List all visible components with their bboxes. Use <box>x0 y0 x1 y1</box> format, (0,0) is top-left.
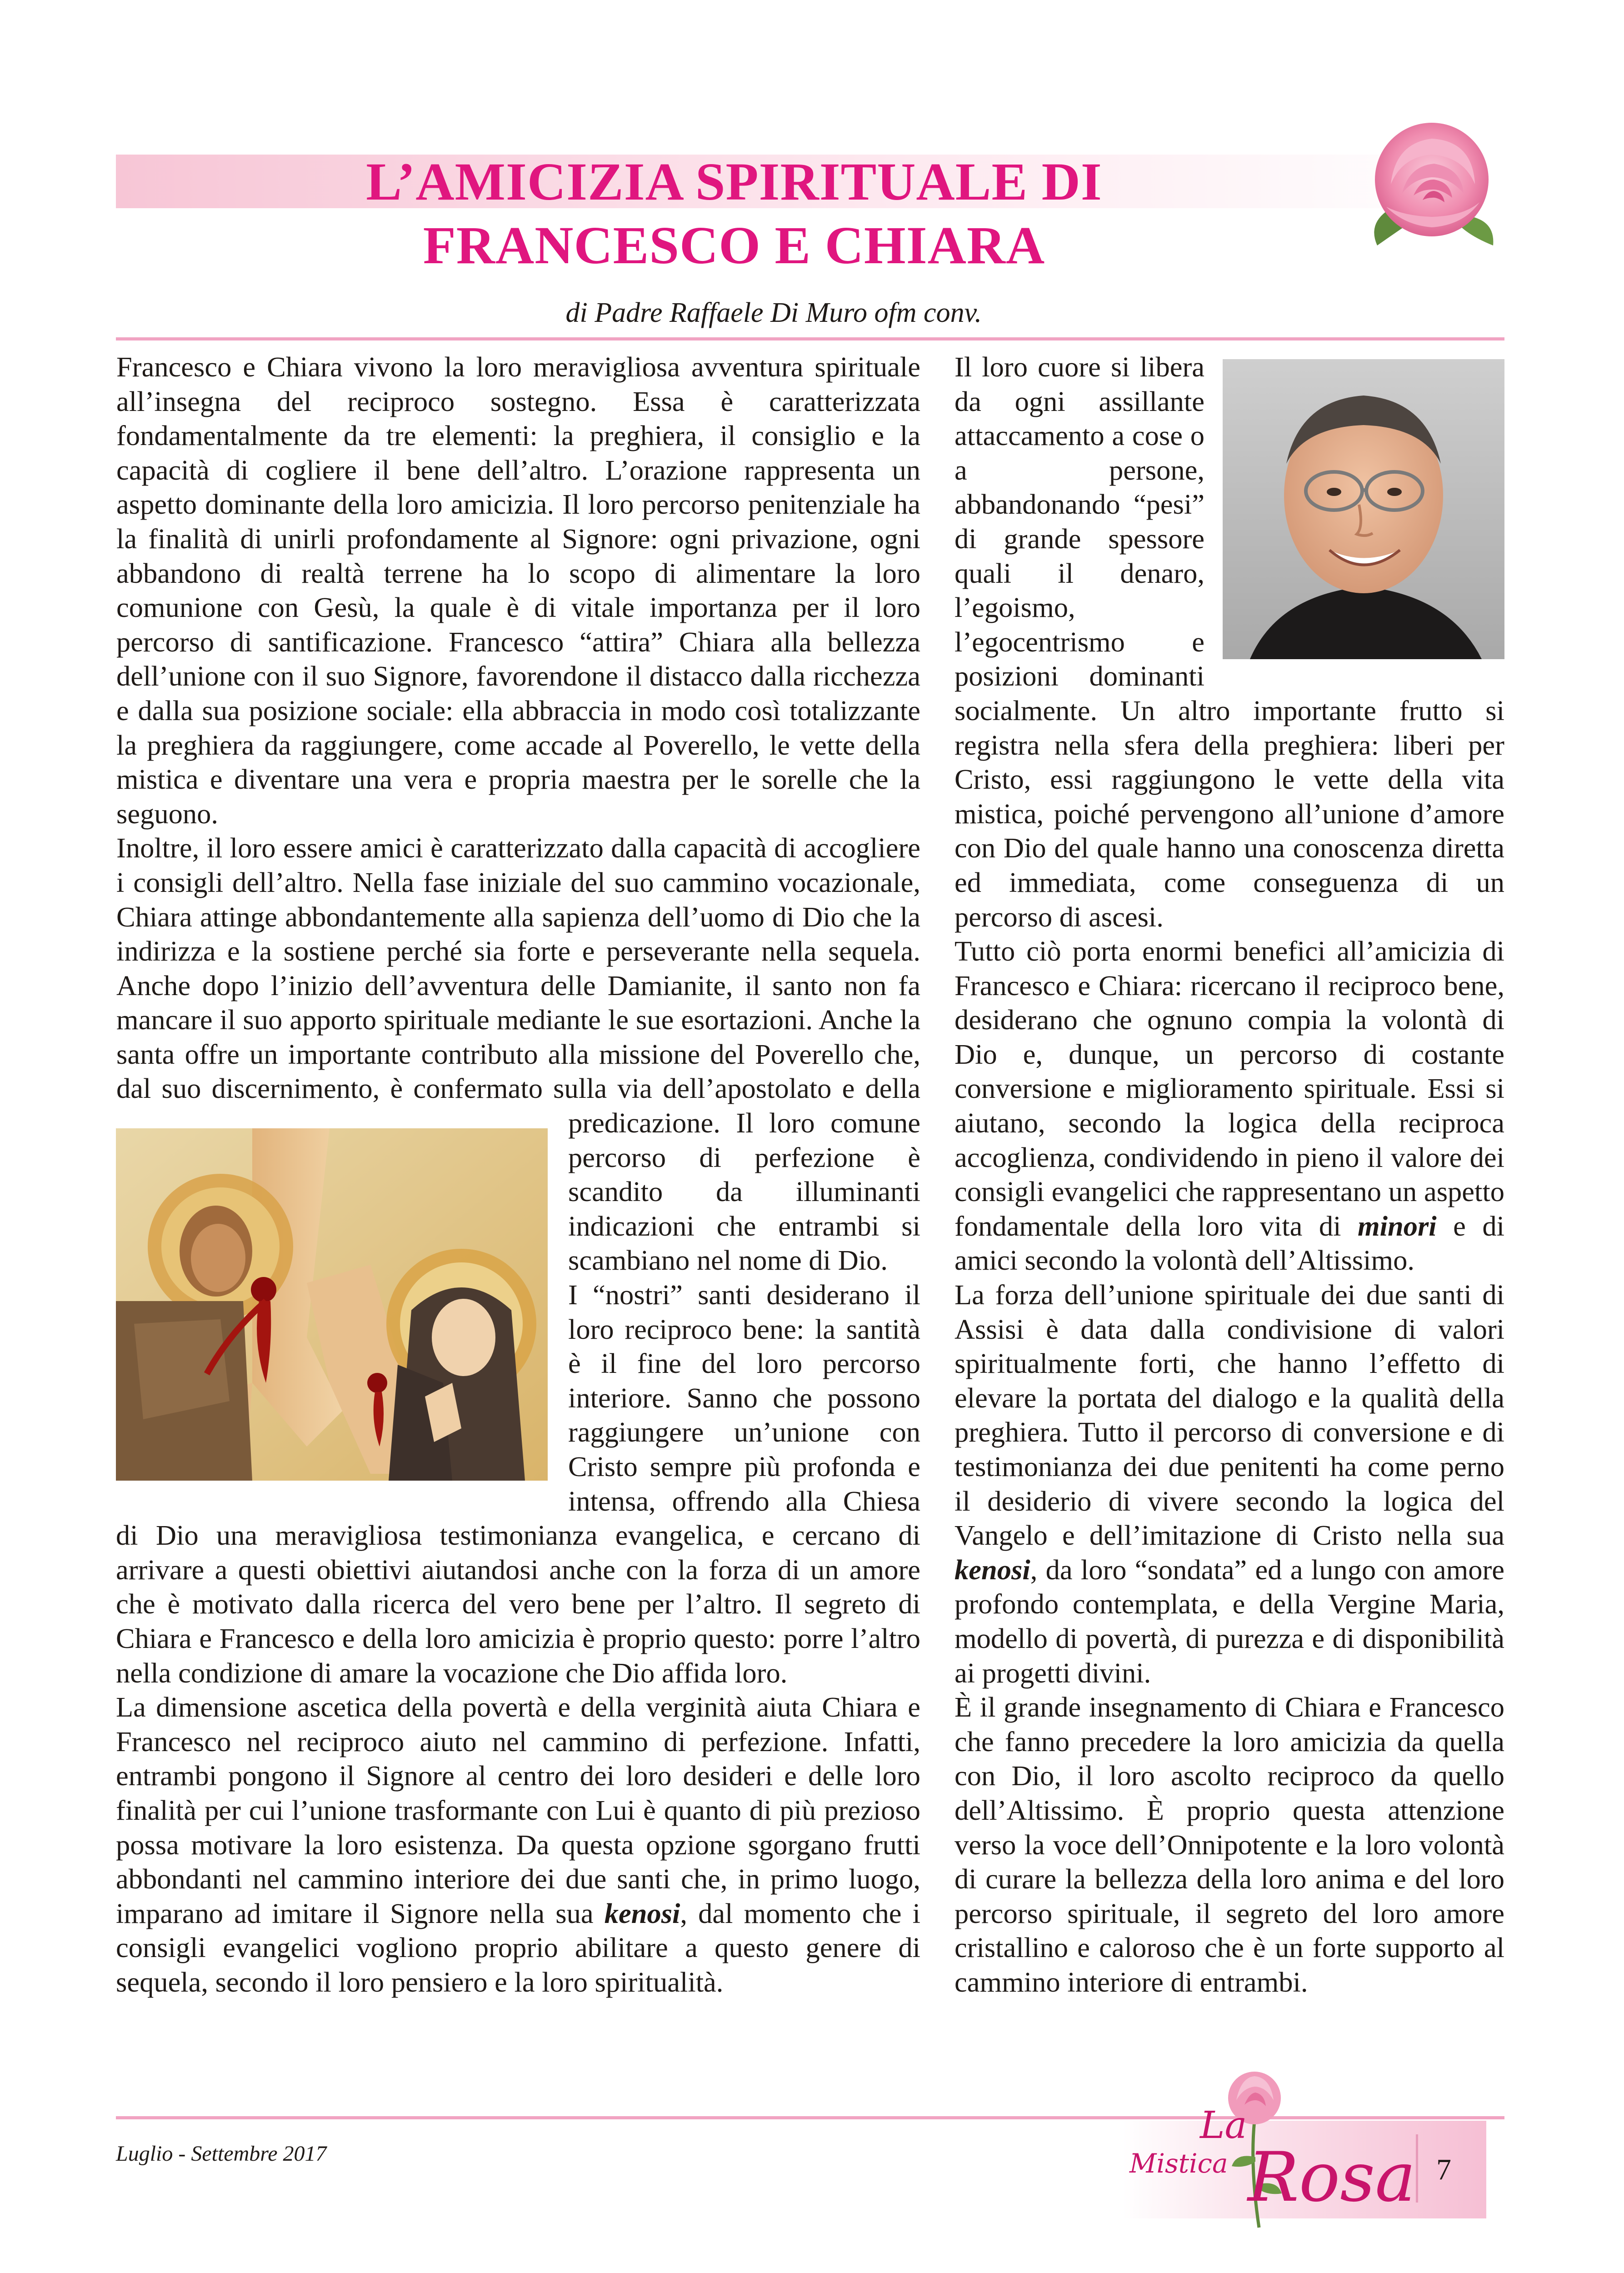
page-number: 7 <box>1436 2153 1451 2186</box>
logo-mistica: Mistica <box>1129 2148 1228 2179</box>
rose-icon <box>1359 116 1500 252</box>
right-paragraph-3-emphasis: kenosi <box>954 1553 1030 1586</box>
left-paragraph-4-start: La dimensione ascetica della povertà e della verginità aiuta Chiara e Francesco nel reciproco aiuto nel cammino di perfezione. Infatti, entrambi pongono il Signore al centro dei loro desideri e delle loro finalità per cui l’unione trasformante con Lui è quanto di più prezioso possa motivare la loro esistenza. Da questa opzione sgorgano frutti abbondanti nel cammino interiore dei due santi che, in primo luogo, imparano ad imitare il Signore nella sua <box>116 1691 920 1929</box>
issue-date: Luglio - Settembre 2017 <box>116 2142 327 2166</box>
right-paragraph-2 <box>954 934 1504 1278</box>
right-paragraph-2-start: Tutto ciò porta enormi benefici all’amicizia di Francesco e Chiara: ricercano il reciproco bene, desiderano che ognuno compia la volontà di Dio e, dunque, un percorso di costante conversione e miglioramento spirituale. Essi si aiutano, secondo la logica della reciproca accoglienza, condividendo in pieno il valore dei consigli evangelici che rappresentano un aspetto fondamentale della loro vita di <box>954 935 1504 1242</box>
painting-image <box>116 1128 548 1481</box>
logo-rosa: Rosa <box>1248 2138 1416 2217</box>
page-title-line2: FRANCESCO E CHIARA <box>423 215 1045 275</box>
right-paragraph-3-start: La forza dell’unione spirituale dei due santi di Assisi è data dalla condivisione di valori spiritualmente forti, che hanno l’effetto di elevare la portata del dialogo e la qualità della preghiera. Tutto il percorso di conversione e di testimonianza dei due penitenti ha come perno il desiderio di vivere secondo la logica del Vangelo e dell’imitazione di Cristo nella sua <box>954 1279 1504 1552</box>
top-divider <box>116 337 1504 340</box>
right-paragraph-3-end: , da loro “sondata” ed a lungo con amore profondo contemplata, e della Vergine Maria, modello di povertà, di purezza e di disponibilità ai progetti divini. <box>954 1553 1504 1689</box>
right-column <box>954 350 1504 2000</box>
painting-illustration <box>116 1128 548 1481</box>
right-paragraph-1: Il loro cuore si libera da ogni assillante attaccamento a cose o a persone, abbandonando “pesi” di grande spessore quali il denaro, l’egoismo, l’egocentrismo e posizioni dominanti socialmente. Un altro importante frutto si registra nella sfera della preghiera: liberi per Cristo, essi raggiungono le vette della vita mistica, poiché pervengono all’unione d’amore con Dio del quale hanno una conoscenza diretta ed immediata, come conseguenza di un percorso di ascesi. <box>954 351 1504 933</box>
left-paragraph-2: Inoltre, il loro essere amici è caratterizzato dalla capacità di accogliere i consigli dell’altro. Nella fase iniziale del suo cammino vocazionale, Chiara attinge abbondantemente alla sapienza dell’uomo di Dio che la indirizza e la sostiene perché sia forte e perseverante nella sequela. Anche dopo l’inizio dell’avventura delle Damianite, il santo non fa mancare il suo apporto spirituale mediante le sue esortazioni. Anche la santa offre un importante contributo alla missione del Poverello che, dal suo discernimento, è confermato sulla via dell’apostolato e della predicazione. Il loro comune percorso di perfezione è scandito da illuminanti indicazioni che entrambi si scambiano nel nome di Dio. <box>116 832 920 1277</box>
bottom-divider <box>116 2116 1504 2119</box>
right-paragraph-3 <box>954 1278 1504 1690</box>
page-number-separator <box>1416 2134 1418 2203</box>
left-paragraph-4-emphasis: kenosi <box>604 1897 680 1929</box>
page-title-line1: L’AMICIZIA SPIRITUALE DI <box>366 152 1102 211</box>
right-paragraph-4: È il grande insegnamento di Chiara e Francesco che fanno precedere la loro amicizia da quella con Dio, il loro ascolto reciproco da quello dell’Altissimo. È proprio questa attenzione verso la voce dell’Onnipotente e la loro volontà di curare la bellezza della loro anima e del loro percorso spirituale, il segreto del loro amore cristallino e caloroso che è un forte supporto al cammino interiore di entrambi. <box>954 1691 1504 1998</box>
byline: di Padre Raffaele Di Muro ofm conv. <box>565 297 982 328</box>
right-paragraph-2-end: e di amici secondo la volontà dell’Altissimo. <box>954 1210 1505 1277</box>
page-title <box>116 150 1352 277</box>
left-column <box>116 350 920 2000</box>
left-paragraph-3: I “nostri” santi desiderano il loro reciproco bene: la santità è il fine del loro percorso interiore. Sanno che possono raggiungere un’unione con Cristo sempre più profonda e intensa, offrendo alla Chiesa di Dio una meravigliosa testimonianza evangelica, e cercano di arrivare a questi obiettivi aiutandosi anche con la forza di un amore che è motivato dalla ricerca del vero bene per l’altro. Il segreto di Chiara e Francesco e della loro amicizia è proprio questo: porre l’altro nella condizione di amare la vocazione che Dio affida loro. <box>116 1279 920 1689</box>
left-paragraph-1: Francesco e Chiara vivono la loro meravigliosa avventura spirituale all’insegna del reciproco sostegno. Essa è caratterizzata fondamentalmente da tre elementi: la preghiera, il consiglio e la capacità di cogliere il bene dell’altro. L’orazione rappresenta un aspetto dominante della loro amicizia. Il loro percorso penitenziale ha la finalità di unirli profondamente al Signore: ogni privazione, ogni abbandono di realtà terrene ha lo scopo di alimentare la loro comunione con Gesù, la quale è di vitale importanza per il loro percorso di santificazione. Francesco “attira” Chiara alla bellezza dell’unione con il suo Signore, favorendone il distacco dalla ricchezza e dalla sua posizione sociale: ella abbraccia in modo così totalizzante la preghiera da raggiungere, come accade al Poverello, le vette della mistica e diventare una vera e propria maestra per le sorelle che la seguono. <box>116 351 920 830</box>
left-paragraph-4 <box>116 1690 920 1999</box>
author-portrait <box>1223 359 1504 659</box>
right-paragraph-2-emphasis: minori <box>1358 1210 1437 1242</box>
author-photo <box>1223 359 1504 659</box>
left-paragraph-4-end: , dal momento che i consigli evangelici vogliono proprio abilitare a questo genere di sequela, secondo il loro pensiero e la loro spiritualità. <box>116 1897 920 1998</box>
logo-la: La <box>1200 2104 1247 2147</box>
